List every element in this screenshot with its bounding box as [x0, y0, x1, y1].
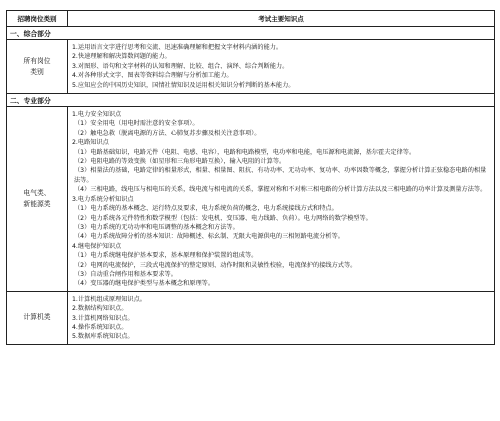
category-label: 类别 [30, 67, 44, 76]
category-cell [7, 291, 68, 344]
knowledge-cell [68, 40, 495, 94]
knowledge-line: （4）电力系统故障分析的基本知识：故障概述、标幺制、无限大电源供电的三相短路电流分析等。 [74, 233, 344, 241]
knowledge-line: （3）电力系统的无功功率和电压调整的基本概念和方法等。 [74, 223, 239, 231]
knowledge-line: （4）变压器的继电保护类型与基本概念和原理等。 [74, 280, 215, 288]
knowledge-line: 2.数据结构知识点。 [72, 305, 128, 313]
category-cell [7, 40, 68, 94]
knowledge-line: 1.计算机组成原理知识点。 [72, 295, 146, 303]
knowledge-cell [68, 107, 495, 292]
knowledge-line: （4）三相电路，线电压与相电压的关系，线电流与相电流的关系，掌握对称和不对称三相电路的分析计算方法以及三相电路的功率计算及测量方法等。 [74, 186, 487, 194]
knowledge-line: 3.计算机网络知识点。 [72, 314, 134, 322]
exam-outline-table [6, 10, 495, 345]
category-label: 所有岗位 [23, 56, 51, 65]
knowledge-heading: 4.继电保护知识点 [72, 242, 122, 250]
header-position-category: 招聘岗位类别 [7, 11, 68, 27]
knowledge-line: 2.快速理解和解决算数问题的能力。 [72, 53, 171, 61]
knowledge-line: （3）相量法的基础，电路定律的相量形式，相量、相量图、阻抗、有功功率、无功功率、复功率、功率因数等概念，掌握分析计算正弦稳态电路的相量法等。 [74, 167, 487, 184]
knowledge-heading: 2.电路知识点 [72, 139, 109, 147]
knowledge-line: 4.对各种形式文字、图表等资料综合理解与分析加工能力。 [72, 72, 233, 80]
knowledge-line: （1）电力系统继电保护基本要求，基本原理和保护装置的组成等。 [74, 252, 258, 260]
knowledge-line: （2）电阻电路的等效变换（如星形和三角形电路互换），输入电阻的计算等。 [74, 158, 286, 166]
table-row [7, 291, 495, 344]
section-row-general [7, 27, 495, 40]
section-row-professional [7, 94, 495, 107]
section-title: 一、综合部分 [7, 27, 495, 40]
knowledge-line: 5.数据库系统知识点。 [72, 333, 134, 341]
knowledge-heading: 1.电力安全知识点 [72, 111, 122, 119]
knowledge-line: （3）自动重合闸作用和基本要求等。 [74, 270, 177, 278]
knowledge-line: （2）电网的电流保护，三段式电流保护的整定原则、动作时限和灵敏性校验，电流保护的接线方式等。 [74, 261, 357, 269]
category-label: 计算机类 [23, 313, 51, 322]
knowledge-line: 5.应知应会的中国历史知识，国情社情知识及运用相关知识分析判断的基本能力。 [72, 81, 295, 89]
knowledge-line: （1）电路基础知识，电路元件（电阻、电感、电容），电路和电路模型，电功率和电能，电压源和电流源，基尔霍夫定律等。 [74, 148, 416, 156]
knowledge-line: （2）电力系统各元件特性和数学模型（包括：发电机、变压器、电力线路、负荷）。电力网络的数学模型等。 [74, 214, 372, 222]
knowledge-line: 1.运用语言文字进行思考和交流、迅速准确理解和把握文字材料内涵的能力。 [72, 44, 283, 51]
table-row [7, 40, 495, 94]
category-label: 新能源类 [23, 199, 51, 208]
knowledge-line: （2）触电急救（脱离电源的方法、心肺复苏步骤及相关注意事项）。 [74, 129, 261, 137]
section-title: 二、专业部分 [7, 94, 495, 107]
knowledge-line: 3.对图形、语句和文字材料的认知和理解、比较、组合、演绎、综合判断能力。 [72, 62, 289, 70]
header-knowledge-points: 考试主要知识点 [68, 11, 495, 27]
category-cell [7, 107, 68, 292]
knowledge-heading: 3.电力系统分析知识点 [72, 195, 134, 203]
table-header-row [7, 11, 495, 27]
knowledge-line: （1）电力系统的基本概念、运行特点及要求，电力系统负荷的概念，电力系统接线方式和特点。 [74, 205, 338, 213]
knowledge-cell [68, 291, 495, 344]
exam-outline-document [6, 10, 494, 345]
category-label: 电气类、 [23, 188, 51, 197]
knowledge-line: 4.操作系统知识点。 [72, 323, 128, 331]
table-row [7, 107, 495, 292]
knowledge-line: （1）安全用电（用电时需注意的安全事项）。 [74, 120, 199, 128]
